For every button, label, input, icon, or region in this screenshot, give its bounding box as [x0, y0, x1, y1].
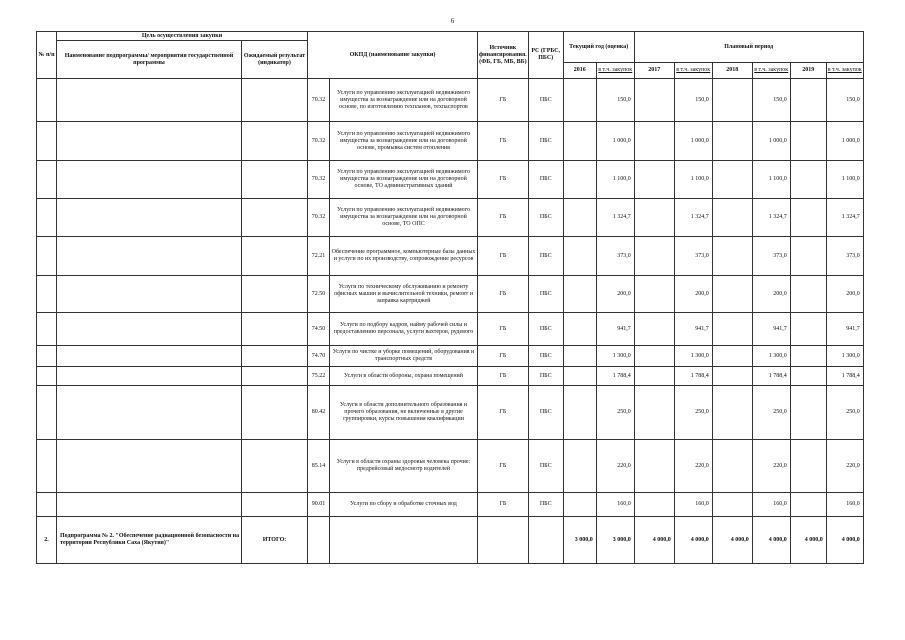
row-program-name [57, 440, 242, 493]
col-header-incl-2019: в т.ч. закупок [826, 63, 863, 79]
col-header-program-name: Наименование подпрограммы/ мероприятия государственной программы [57, 41, 242, 79]
row-program-name [57, 367, 242, 386]
table-row [37, 79, 864, 122]
row-funding-source: ГБ [478, 161, 529, 199]
row-num [37, 199, 57, 237]
row-incl-2017: 200,0 [674, 276, 712, 313]
row-expected-result [242, 493, 308, 517]
row-2018 [712, 493, 752, 517]
row-incl-2017: 250,0 [674, 386, 712, 440]
row-incl-2019: 1 300,0 [826, 346, 863, 367]
table-row [37, 386, 864, 440]
subprogram-okpd-name [330, 517, 478, 564]
row-funding-source: ГБ [478, 79, 529, 122]
row-program-name [57, 237, 242, 276]
row-2018 [712, 367, 752, 386]
col-header-2017: 2017 [634, 63, 674, 79]
header-row-1 [37, 32, 864, 41]
row-incl-2018: 1 100,0 [752, 161, 790, 199]
row-2017 [634, 122, 674, 161]
row-program-name [57, 493, 242, 517]
row-incl-2017: 1 300,0 [674, 346, 712, 367]
row-num [37, 440, 57, 493]
row-program-name [57, 346, 242, 367]
row-2017 [634, 199, 674, 237]
row-incl-2018: 200,0 [752, 276, 790, 313]
subprogram-name: Подпрограмма № 2. "Обеспечение радиационной безопасности на территории Республики Саха (Якутия)" [57, 517, 242, 564]
row-expected-result [242, 367, 308, 386]
row-expected-result [242, 237, 308, 276]
table-row [37, 161, 864, 199]
subprogram-total-row [37, 517, 864, 564]
row-rs: ПБС [528, 79, 563, 122]
row-funding-source: ГБ [478, 237, 529, 276]
row-incl-2018: 1 788,4 [752, 367, 790, 386]
row-okpd-code: 90.01 [308, 493, 330, 517]
row-okpd-code: 70.32 [308, 122, 330, 161]
row-2016 [563, 493, 596, 517]
row-2017 [634, 161, 674, 199]
subprogram-incl-2018: 4 000,0 [752, 517, 790, 564]
row-2016 [563, 367, 596, 386]
row-2019 [790, 79, 826, 122]
row-incl-2018: 373,0 [752, 237, 790, 276]
row-2017 [634, 237, 674, 276]
row-rs: ПБС [528, 440, 563, 493]
row-2017 [634, 276, 674, 313]
row-rs: ПБС [528, 276, 563, 313]
row-2016 [563, 79, 596, 122]
page-number: 6 [450, 17, 455, 25]
row-2019 [790, 199, 826, 237]
row-incl-2017: 1 788,4 [674, 367, 712, 386]
row-expected-result [242, 79, 308, 122]
row-incl-2017: 941,7 [674, 313, 712, 346]
table-row [37, 440, 864, 493]
row-incl-2016: 1 324,7 [596, 199, 634, 237]
row-num [37, 346, 57, 367]
subprogram-incl-2019: 4 000,0 [826, 517, 863, 564]
row-incl-2019: 941,7 [826, 313, 863, 346]
row-expected-result [242, 346, 308, 367]
row-okpd-name: Услуги по управлению эксплуатацией недвижимого имущества за вознаграждение или на договорной основе, ТО ОПС [330, 199, 478, 237]
row-2017 [634, 346, 674, 367]
row-incl-2019: 250,0 [826, 386, 863, 440]
table-row [37, 199, 864, 237]
subprogram-2018: 4 000,0 [712, 517, 752, 564]
row-expected-result [242, 313, 308, 346]
row-incl-2018: 220,0 [752, 440, 790, 493]
subprogram-total-label: ИТОГО: [242, 517, 308, 564]
row-incl-2018: 160,0 [752, 493, 790, 517]
row-okpd-name: Услуги по управлению эксплуатацией недвижимого имущества за вознаграждение или на договорной основе, ТО административных зданий [330, 161, 478, 199]
row-incl-2019: 1 788,4 [826, 367, 863, 386]
row-program-name [57, 386, 242, 440]
row-2017 [634, 313, 674, 346]
row-rs: ПБС [528, 237, 563, 276]
row-incl-2016: 1 300,0 [596, 346, 634, 367]
col-header-expected-result: Ожидаемый результат (индикатор) [242, 41, 308, 79]
row-okpd-name: Услуги в области охраны здоровья человека прочие: предрейсовый медосмотр водителей [330, 440, 478, 493]
row-okpd-code: 70.32 [308, 161, 330, 199]
col-header-incl-2016: в т.ч. закупок [596, 63, 634, 79]
subprogram-incl-2017: 4 000,0 [674, 517, 712, 564]
row-num [37, 161, 57, 199]
row-funding-source: ГБ [478, 386, 529, 440]
row-okpd-code: 85.14 [308, 440, 330, 493]
row-okpd-name: Услуги по техническому обслуживанию и ремонту офисных машин и вычислительной техники, ремонт и заправка картриджей [330, 276, 478, 313]
row-2016 [563, 199, 596, 237]
table-row [37, 276, 864, 313]
col-header-num: № п/п [37, 32, 57, 79]
row-2019 [790, 276, 826, 313]
row-2016 [563, 386, 596, 440]
row-program-name [57, 199, 242, 237]
col-header-2016: 2016 [563, 63, 596, 79]
row-okpd-code: 72.50 [308, 276, 330, 313]
subprogram-2019: 4 000,0 [790, 517, 826, 564]
row-2018 [712, 276, 752, 313]
table-row [37, 237, 864, 276]
row-2018 [712, 386, 752, 440]
row-num [37, 79, 57, 122]
row-program-name [57, 161, 242, 199]
subprogram-incl-2016: 3 000,0 [596, 517, 634, 564]
row-2019 [790, 493, 826, 517]
row-okpd-code: 75.22 [308, 367, 330, 386]
subprogram-2017: 4 000,0 [634, 517, 674, 564]
row-2016 [563, 276, 596, 313]
row-2016 [563, 440, 596, 493]
col-header-incl-2017: в т.ч. закупок [674, 63, 712, 79]
table-row [37, 313, 864, 346]
row-okpd-name: Услуги по подбору кадров, найму рабочей силы и предоставлению персонала, услуги вахтеров, рудевого [330, 313, 478, 346]
row-incl-2018: 941,7 [752, 313, 790, 346]
row-incl-2018: 1 000,0 [752, 122, 790, 161]
row-2017 [634, 79, 674, 122]
row-2019 [790, 346, 826, 367]
table-row [37, 493, 864, 517]
subprogram-num: 2. [37, 517, 57, 564]
row-program-name [57, 79, 242, 122]
col-header-incl-2018: в т.ч. закупок [752, 63, 790, 79]
row-incl-2018: 1 324,7 [752, 199, 790, 237]
col-header-goal-group: Цель осуществления закупки [57, 32, 308, 41]
col-header-2019: 2019 [790, 63, 826, 79]
row-2016 [563, 313, 596, 346]
row-incl-2017: 1 324,7 [674, 199, 712, 237]
col-header-rs: РС (ГРБС, ПБС) [528, 32, 563, 79]
row-expected-result [242, 199, 308, 237]
row-2016 [563, 237, 596, 276]
row-rs: ПБС [528, 493, 563, 517]
row-okpd-name: Услуги по чистке и уборке помещений, оборудования и транспортных средств [330, 346, 478, 367]
row-incl-2019: 1 324,7 [826, 199, 863, 237]
row-num [37, 386, 57, 440]
row-funding-source: ГБ [478, 493, 529, 517]
row-incl-2019: 220,0 [826, 440, 863, 493]
row-incl-2016: 220,0 [596, 440, 634, 493]
row-2018 [712, 346, 752, 367]
col-header-current-year: Текущий год (оценка) [563, 32, 634, 63]
row-program-name [57, 122, 242, 161]
row-incl-2016: 1 788,4 [596, 367, 634, 386]
col-header-planned-period: Плановый период [634, 32, 863, 63]
row-expected-result [242, 276, 308, 313]
row-okpd-name: Услуги по управлению эксплуатацией недвижимого имущества за вознаграждение или на договорной основе, по изготовлению техпланов, техпаспортов [330, 79, 478, 122]
row-2019 [790, 367, 826, 386]
row-incl-2017: 373,0 [674, 237, 712, 276]
subprogram-2016: 3 000,0 [563, 517, 596, 564]
row-num [37, 122, 57, 161]
row-incl-2019: 200,0 [826, 276, 863, 313]
row-rs: ПБС [528, 122, 563, 161]
row-2017 [634, 493, 674, 517]
col-header-2018: 2018 [712, 63, 752, 79]
row-2019 [790, 161, 826, 199]
row-incl-2017: 1 000,0 [674, 122, 712, 161]
row-okpd-name: Услуги по управлению эксплуатацией недвижимого имущества за вознаграждение или на договорной основе, промывка систем отопления [330, 122, 478, 161]
row-incl-2016: 941,7 [596, 313, 634, 346]
subprogram-funding-source [478, 517, 529, 564]
row-2019 [790, 386, 826, 440]
row-expected-result [242, 440, 308, 493]
row-2019 [790, 313, 826, 346]
row-2018 [712, 122, 752, 161]
row-incl-2017: 1 100,0 [674, 161, 712, 199]
row-2018 [712, 199, 752, 237]
subprogram-rs [528, 517, 563, 564]
row-incl-2019: 1 000,0 [826, 122, 863, 161]
row-okpd-code: 80.42 [308, 386, 330, 440]
row-2018 [712, 161, 752, 199]
row-okpd-name: Услуги в области дополнительного образования и прочего образования, не включенные в другие группировки, курсы повышения квалификации [330, 386, 478, 440]
row-incl-2019: 1 100,0 [826, 161, 863, 199]
row-okpd-name: Услуги по сбору и обработке сточных вод [330, 493, 478, 517]
row-expected-result [242, 386, 308, 440]
table-row [37, 367, 864, 386]
row-incl-2017: 160,0 [674, 493, 712, 517]
row-rs: ПБС [528, 313, 563, 346]
row-2019 [790, 440, 826, 493]
row-rs: ПБС [528, 199, 563, 237]
row-num [37, 276, 57, 313]
row-okpd-code: 72.21 [308, 237, 330, 276]
row-num [37, 237, 57, 276]
table-row [37, 346, 864, 367]
row-incl-2016: 150,0 [596, 79, 634, 122]
row-2019 [790, 122, 826, 161]
row-incl-2017: 220,0 [674, 440, 712, 493]
row-incl-2019: 150,0 [826, 79, 863, 122]
row-2018 [712, 79, 752, 122]
subprogram-okpd-code [308, 517, 330, 564]
row-2019 [790, 237, 826, 276]
row-funding-source: ГБ [478, 199, 529, 237]
row-okpd-code: 70.32 [308, 199, 330, 237]
row-incl-2019: 373,0 [826, 237, 863, 276]
row-rs: ПБС [528, 386, 563, 440]
col-header-funding-source: Источник финансирования. (ФБ, ГБ, МБ, ВБ) [478, 32, 529, 79]
row-funding-source: ГБ [478, 276, 529, 313]
row-okpd-name: Услуги в области обороны, охрана помещений [330, 367, 478, 386]
row-funding-source: ГБ [478, 440, 529, 493]
row-incl-2016: 1 000,0 [596, 122, 634, 161]
col-header-okpd: ОКПД (наименование закупки) [308, 32, 478, 79]
row-expected-result [242, 161, 308, 199]
row-incl-2016: 200,0 [596, 276, 634, 313]
row-okpd-code: 70.32 [308, 79, 330, 122]
row-2016 [563, 161, 596, 199]
procurement-plan-table [36, 31, 864, 564]
row-okpd-code: 74.50 [308, 313, 330, 346]
row-funding-source: ГБ [478, 367, 529, 386]
row-incl-2017: 150,0 [674, 79, 712, 122]
row-funding-source: ГБ [478, 313, 529, 346]
row-num [37, 367, 57, 386]
row-rs: ПБС [528, 161, 563, 199]
row-rs: ПБС [528, 346, 563, 367]
row-program-name [57, 276, 242, 313]
row-okpd-code: 74.70 [308, 346, 330, 367]
row-incl-2016: 160,0 [596, 493, 634, 517]
row-incl-2018: 150,0 [752, 79, 790, 122]
row-incl-2018: 250,0 [752, 386, 790, 440]
row-2017 [634, 440, 674, 493]
row-num [37, 493, 57, 517]
row-expected-result [242, 122, 308, 161]
row-2018 [712, 440, 752, 493]
row-incl-2016: 250,0 [596, 386, 634, 440]
row-funding-source: ГБ [478, 346, 529, 367]
row-incl-2018: 1 300,0 [752, 346, 790, 367]
table-row [37, 122, 864, 161]
row-2018 [712, 237, 752, 276]
row-incl-2019: 160,0 [826, 493, 863, 517]
row-2018 [712, 313, 752, 346]
row-okpd-name: Обеспечение программное, компьютерные базы данных и услуги по их производству, сопровождение ресурсов [330, 237, 478, 276]
row-program-name [57, 313, 242, 346]
row-2017 [634, 386, 674, 440]
row-2017 [634, 367, 674, 386]
row-rs: ПБС [528, 367, 563, 386]
row-incl-2016: 373,0 [596, 237, 634, 276]
row-2016 [563, 122, 596, 161]
row-incl-2016: 1 100,0 [596, 161, 634, 199]
row-2016 [563, 346, 596, 367]
row-num [37, 313, 57, 346]
row-funding-source: ГБ [478, 122, 529, 161]
